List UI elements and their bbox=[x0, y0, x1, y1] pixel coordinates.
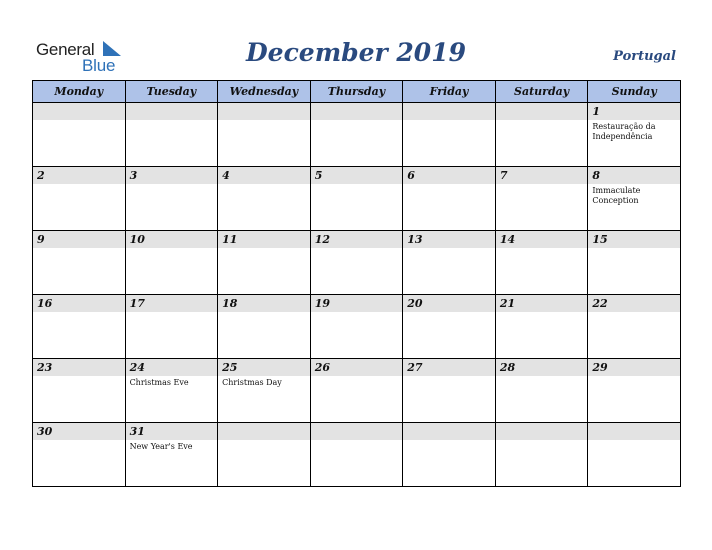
calendar-title: December 2019 bbox=[245, 38, 466, 67]
holiday-label bbox=[33, 312, 125, 314]
day-cell bbox=[310, 423, 403, 487]
day-number-strip bbox=[588, 359, 680, 376]
weekday-header-saturday: Saturday bbox=[495, 81, 588, 103]
day-number: 14 bbox=[499, 233, 516, 246]
holiday-label bbox=[218, 248, 310, 250]
day-number: 27 bbox=[407, 361, 423, 374]
day-number: 6 bbox=[407, 169, 415, 182]
week-row bbox=[33, 295, 681, 359]
day-number-strip bbox=[588, 231, 680, 248]
day-number: 28 bbox=[499, 361, 516, 374]
day-cell bbox=[495, 167, 588, 231]
week-row bbox=[33, 167, 681, 231]
holiday-label bbox=[588, 440, 680, 442]
week-row bbox=[33, 103, 681, 167]
holiday-label bbox=[496, 184, 588, 186]
day-cell bbox=[495, 103, 588, 167]
day-number-strip bbox=[126, 359, 218, 376]
day-number-strip bbox=[496, 295, 588, 312]
day-number-strip bbox=[126, 295, 218, 312]
day-number: 9 bbox=[37, 233, 45, 246]
day-number: 8 bbox=[592, 169, 601, 182]
day-cell bbox=[33, 167, 126, 231]
weekday-header-thursday: Thursday bbox=[310, 81, 403, 103]
day-number: 24 bbox=[129, 361, 145, 374]
day-cell bbox=[310, 103, 403, 167]
day-cell bbox=[403, 231, 496, 295]
day-number: 10 bbox=[129, 233, 145, 246]
day-cell bbox=[588, 167, 681, 231]
day-cell bbox=[495, 295, 588, 359]
day-number-strip bbox=[33, 423, 125, 440]
day-number-strip bbox=[311, 103, 403, 120]
day-cell bbox=[218, 295, 311, 359]
day-number-strip bbox=[218, 359, 310, 376]
day-number: 19 bbox=[314, 297, 330, 310]
day-number-strip bbox=[403, 167, 495, 184]
day-number: 23 bbox=[37, 361, 53, 374]
day-number-strip bbox=[33, 231, 125, 248]
day-number: 13 bbox=[407, 233, 423, 246]
day-cell bbox=[218, 167, 311, 231]
day-cell bbox=[310, 231, 403, 295]
day-number-strip bbox=[33, 359, 125, 376]
day-number-strip bbox=[126, 231, 218, 248]
day-number-strip bbox=[311, 423, 403, 440]
holiday-label: Immaculate Conception bbox=[592, 186, 641, 205]
holiday-label bbox=[496, 376, 588, 378]
holiday-label bbox=[218, 120, 310, 122]
day-cell bbox=[218, 423, 311, 487]
holiday-label bbox=[403, 248, 495, 250]
holiday-label: Christmas Eve bbox=[129, 378, 189, 387]
holiday-label bbox=[218, 312, 310, 314]
holiday-label bbox=[126, 184, 218, 186]
day-number: 26 bbox=[314, 361, 330, 374]
day-number-strip bbox=[403, 231, 495, 248]
holiday-label bbox=[33, 120, 125, 122]
day-number-strip bbox=[496, 423, 588, 440]
holiday-label bbox=[588, 312, 680, 314]
day-cell bbox=[495, 423, 588, 487]
day-cell bbox=[218, 231, 311, 295]
day-number-strip bbox=[126, 167, 218, 184]
day-number-strip bbox=[588, 103, 680, 120]
holiday-label bbox=[126, 120, 218, 122]
day-number-strip bbox=[588, 423, 680, 440]
day-number-strip bbox=[588, 295, 680, 312]
week-row bbox=[33, 359, 681, 423]
day-cell bbox=[495, 359, 588, 423]
day-number-strip bbox=[218, 423, 310, 440]
day-number: 7 bbox=[499, 169, 508, 182]
weekday-header-tuesday: Tuesday bbox=[125, 81, 218, 103]
day-cell bbox=[588, 295, 681, 359]
holiday-label: Restauração da Independência bbox=[592, 122, 656, 141]
day-number: 22 bbox=[592, 297, 608, 310]
holiday-label bbox=[403, 440, 495, 442]
day-cell bbox=[310, 295, 403, 359]
day-cell bbox=[218, 103, 311, 167]
day-number: 15 bbox=[592, 233, 608, 246]
holiday-label bbox=[496, 440, 588, 442]
holiday-label bbox=[218, 440, 310, 442]
weekday-header-row bbox=[33, 81, 681, 103]
day-number-strip bbox=[218, 295, 310, 312]
day-number: 25 bbox=[222, 361, 238, 374]
holiday-label bbox=[403, 376, 495, 378]
day-number-strip bbox=[311, 295, 403, 312]
day-number-strip bbox=[403, 295, 495, 312]
holiday-label bbox=[311, 440, 403, 442]
day-number: 29 bbox=[592, 361, 608, 374]
day-number-strip bbox=[218, 103, 310, 120]
holiday-label bbox=[588, 376, 680, 378]
day-number: 16 bbox=[37, 297, 53, 310]
day-cell bbox=[33, 295, 126, 359]
day-number: 18 bbox=[222, 297, 238, 310]
day-cell bbox=[125, 103, 218, 167]
day-number: 1 bbox=[592, 105, 601, 118]
day-number: 17 bbox=[129, 297, 145, 310]
holiday-label bbox=[403, 120, 495, 122]
holiday-label bbox=[33, 376, 125, 378]
day-cell bbox=[125, 359, 218, 423]
day-cell bbox=[125, 231, 218, 295]
weekday-header-friday: Friday bbox=[403, 81, 496, 103]
day-number: 5 bbox=[314, 169, 323, 182]
day-number: 20 bbox=[407, 297, 423, 310]
holiday-label bbox=[218, 184, 310, 186]
day-cell bbox=[33, 231, 126, 295]
day-cell bbox=[403, 423, 496, 487]
day-number: 31 bbox=[129, 425, 145, 438]
weekday-header-sunday: Sunday bbox=[588, 81, 681, 103]
calendar-grid bbox=[32, 80, 681, 487]
day-number: 4 bbox=[222, 169, 230, 182]
holiday-label bbox=[126, 312, 218, 314]
day-cell bbox=[403, 295, 496, 359]
day-number: 2 bbox=[37, 169, 45, 182]
holiday-label bbox=[496, 120, 588, 122]
day-cell bbox=[33, 359, 126, 423]
day-cell bbox=[310, 359, 403, 423]
day-cell bbox=[125, 167, 218, 231]
day-number: 11 bbox=[222, 233, 238, 246]
holiday-label bbox=[496, 312, 588, 314]
holiday-label bbox=[588, 248, 680, 250]
day-number-strip bbox=[33, 103, 125, 120]
day-number-strip bbox=[311, 231, 403, 248]
day-cell bbox=[33, 423, 126, 487]
day-number-strip bbox=[496, 167, 588, 184]
holiday-label bbox=[311, 184, 403, 186]
holiday-label bbox=[403, 312, 495, 314]
day-cell bbox=[125, 423, 218, 487]
logo-word-blue: Blue bbox=[82, 56, 116, 75]
day-number-strip bbox=[403, 359, 495, 376]
day-number-strip bbox=[33, 295, 125, 312]
day-number: 3 bbox=[129, 169, 138, 182]
day-number-strip bbox=[311, 167, 403, 184]
day-number-strip bbox=[496, 103, 588, 120]
holiday-label bbox=[33, 440, 125, 442]
day-number-strip bbox=[126, 423, 218, 440]
country-label: Portugal bbox=[613, 49, 676, 64]
day-cell bbox=[33, 103, 126, 167]
day-cell bbox=[588, 103, 681, 167]
week-row bbox=[33, 231, 681, 295]
day-number: 12 bbox=[314, 233, 330, 246]
holiday-label: Christmas Day bbox=[222, 378, 282, 387]
day-cell bbox=[125, 295, 218, 359]
holiday-label bbox=[311, 248, 403, 250]
day-number-strip bbox=[218, 231, 310, 248]
holiday-label bbox=[311, 376, 403, 378]
week-row bbox=[33, 423, 681, 487]
day-number: 30 bbox=[37, 425, 53, 438]
day-number-strip bbox=[588, 167, 680, 184]
weekday-header-wednesday: Wednesday bbox=[218, 81, 311, 103]
day-cell bbox=[403, 103, 496, 167]
day-number: 21 bbox=[499, 297, 516, 310]
day-cell bbox=[588, 423, 681, 487]
day-cell bbox=[403, 167, 496, 231]
day-cell bbox=[218, 359, 311, 423]
holiday-label bbox=[311, 312, 403, 314]
day-cell bbox=[495, 231, 588, 295]
day-cell bbox=[588, 359, 681, 423]
holiday-label bbox=[496, 248, 588, 250]
weekday-header-monday: Monday bbox=[33, 81, 126, 103]
day-number-strip bbox=[218, 167, 310, 184]
day-cell bbox=[403, 359, 496, 423]
holiday-label bbox=[403, 184, 495, 186]
day-number-strip bbox=[126, 103, 218, 120]
holiday-label bbox=[126, 248, 218, 250]
day-number-strip bbox=[403, 103, 495, 120]
holiday-label bbox=[33, 248, 125, 250]
day-number-strip bbox=[33, 167, 125, 184]
holiday-label bbox=[33, 184, 125, 186]
day-number-strip bbox=[403, 423, 495, 440]
day-cell bbox=[310, 167, 403, 231]
day-number-strip bbox=[496, 359, 588, 376]
holiday-label bbox=[311, 120, 403, 122]
holiday-label: New Year's Eve bbox=[129, 442, 193, 451]
day-cell bbox=[588, 231, 681, 295]
logo-word-general: General bbox=[36, 40, 95, 59]
day-number-strip bbox=[496, 231, 588, 248]
day-number-strip bbox=[311, 359, 403, 376]
